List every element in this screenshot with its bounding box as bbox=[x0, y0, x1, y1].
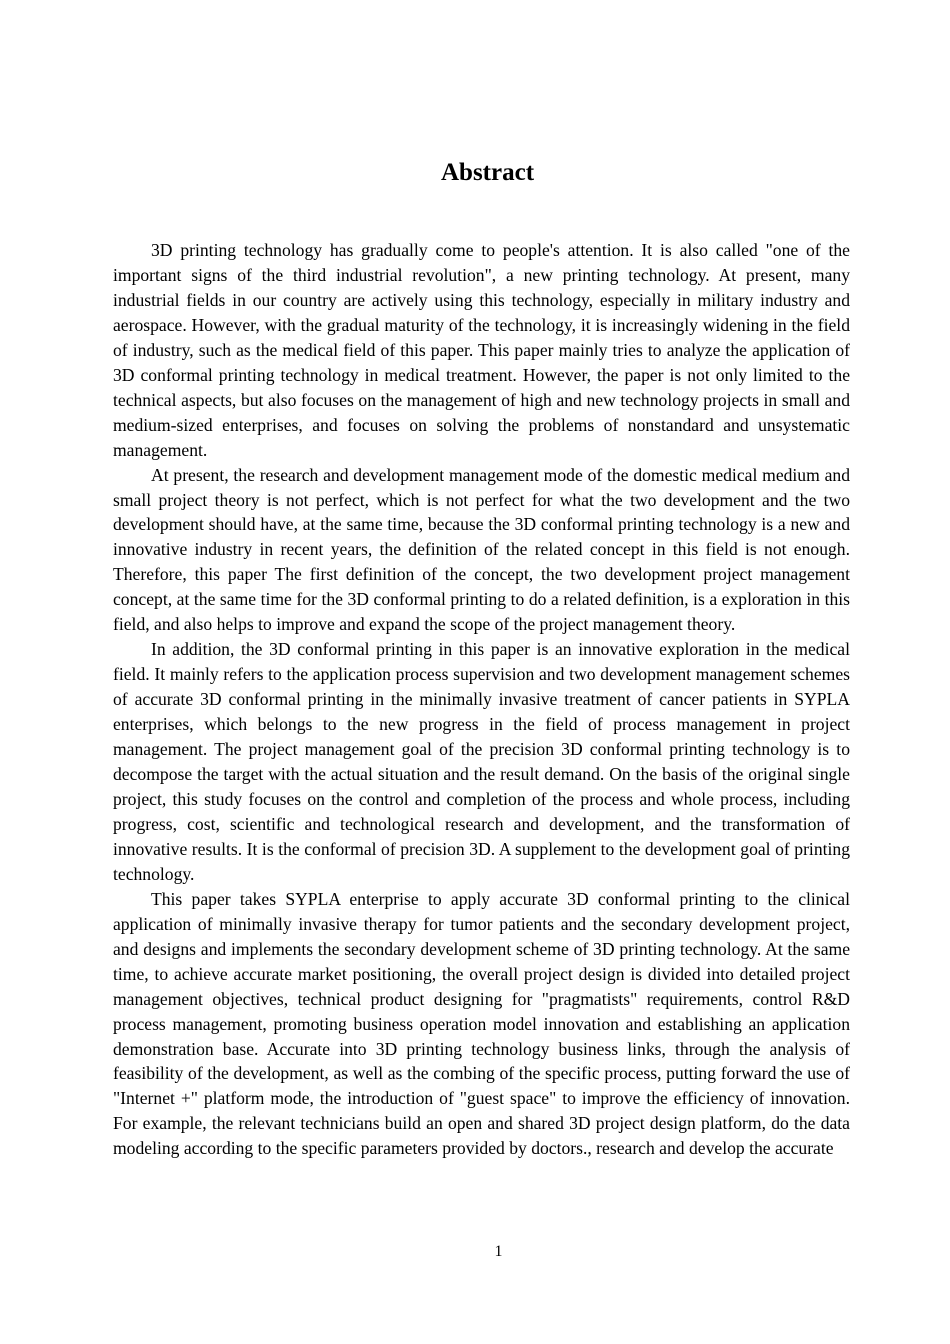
paragraph-1: 3D printing technology has gradually come to people's attention. It is also called "one of the important signs of the third industrial revolution", a new printing technology. At present, many industrial fields in our country are actively using this technology, especially in military industry and aerospace. However, with the gradual maturity of the technology, it is increasingly widening in the field of industry, such as the medical field of this paper. This paper mainly tries to analyze the application of 3D conformal printing technology in medical treatment. However, the paper is not only limited to the technical aspects, but also focuses on the management of high and new technology projects in small and medium-sized enterprises, and focuses on solving the problems of nonstandard and unsystematic management. bbox=[113, 240, 850, 460]
paragraph-3: In addition, the 3D conformal printing in this paper is an innovative exploration in the medical field. It mainly refers to the application process supervision and two development management schemes of accurate 3D conformal printing in the minimally invasive treatment of cancer patients in SYPLA enterprises, which belongs to the new progress in the field of process management in project management. The project management goal of the precision 3D conformal printing technology is to decompose the target with the actual situation and the result demand. On the basis of the original single project, this study focuses on the control and completion of the process and whole process, including progress, cost, scientific and technological research and development, and the transformation of innovative results. It is the conformal of precision 3D. A supplement to the development goal of printing technology. bbox=[113, 639, 850, 884]
abstract-title: Abstract bbox=[440, 159, 535, 186]
abstract-body bbox=[113, 238, 850, 1161]
page-number: 1 bbox=[494, 1243, 503, 1260]
paragraph-2: At present, the research and development management mode of the domestic medical medium and small project theory is not perfect, which is not perfect for what the two development and the two development should have, at the same time, because the 3D conformal printing technology is a new and innovative industry in recent years, the definition of the related concept in this field is not enough. Therefore, this paper The first definition of the concept, the two development project management concept, at the same time for the 3D conformal printing to do a related definition, is a exploration in this field, and also helps to improve and expand the scope of the project management theory. bbox=[113, 464, 850, 635]
paragraph-4: This paper takes SYPLA enterprise to apply accurate 3D conformal printing to the clinical application of minimally invasive therapy for tumor patients and the secondary development project, and designs and implements the secondary development scheme of 3D printing technology. At the same time, to achieve accurate market positioning, the overall project design is divided into detailed project management objectives, technical product designing for "pragmatists" requirements, control R&D process management, promoting business operation model innovation and establishing an application demonstration base. Accurate into 3D printing technology business links, through the analysis of feasibility of the development, as well as the combing of the specific process, putting forward the use of "Internet +" platform mode, the introduction of "guest space" to improve the efficiency of innovation. For example, the relevant technicians build an open and shared 3D project design platform, do the data modeling according to the specific parameters provided by doctors., research and develop the accurate bbox=[113, 888, 850, 1159]
